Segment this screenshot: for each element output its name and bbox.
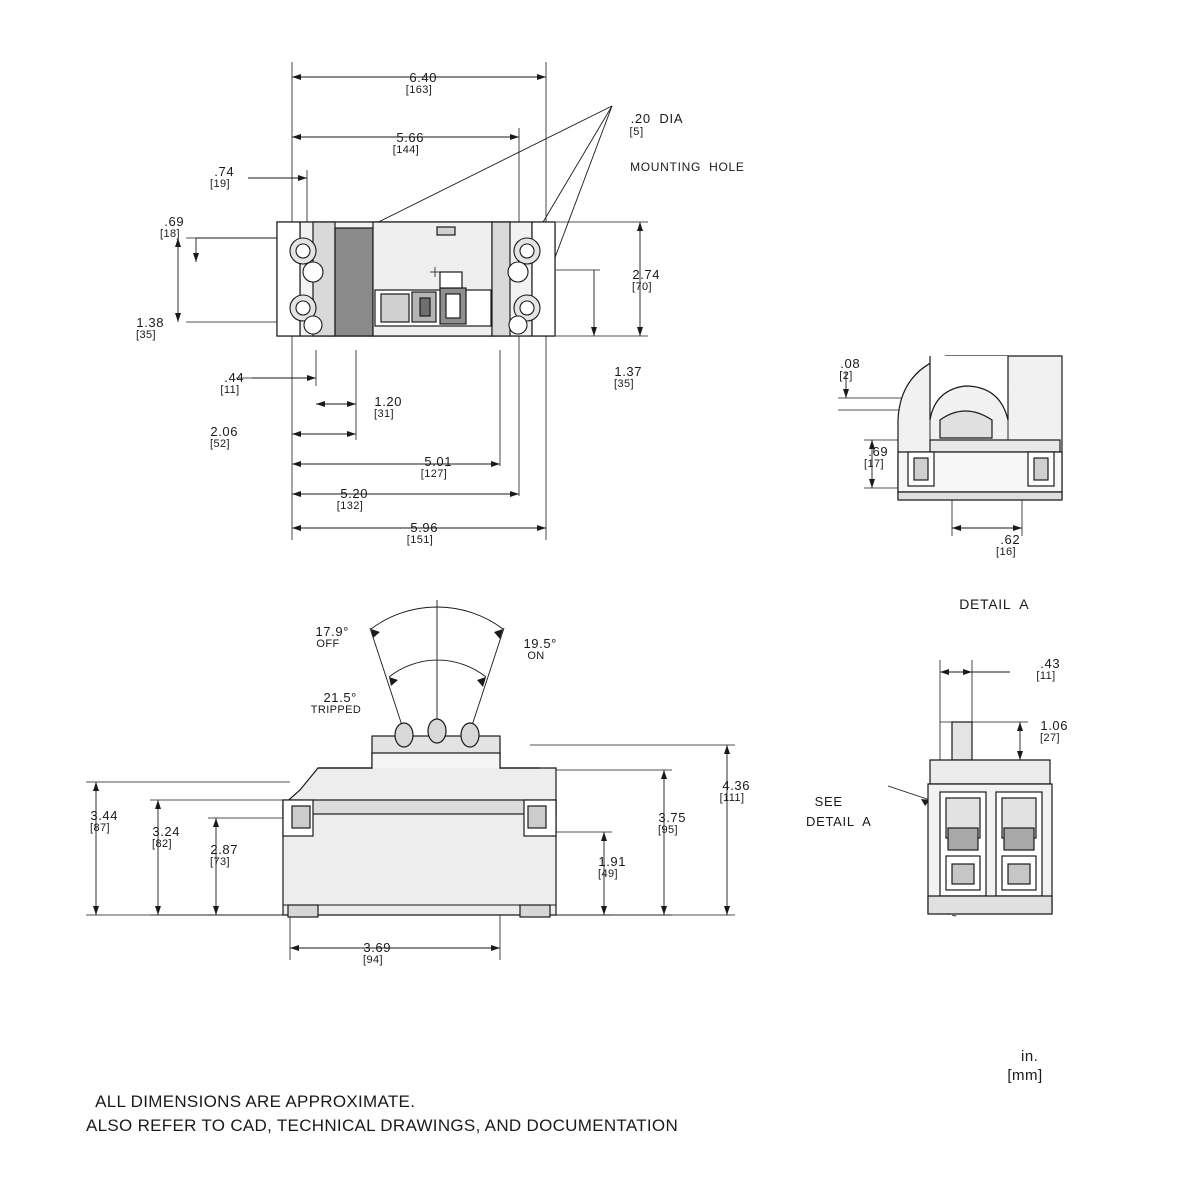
dim-handle-height: 1.06 [27]: [1040, 718, 1069, 744]
dim-overall-height-left: 3.44 [87]: [90, 808, 119, 834]
dim-height-right: 3.75 [95]: [658, 810, 687, 836]
angle-on: 19.5° ON: [523, 636, 557, 662]
dim-overall-height-outer: 4.36 [111]: [719, 778, 751, 804]
dim-handle-width: .43 [11]: [1036, 656, 1061, 682]
units-legend: in. [mm]: [1007, 1048, 1043, 1084]
dim-lug-offset: .44 [11]: [220, 370, 245, 396]
dim-height-c: 2.87 [73]: [210, 842, 239, 868]
dim-left-body-offset: 2.06 [52]: [210, 424, 239, 450]
angle-tripped: 21.5° TRIPPED: [310, 690, 362, 716]
dim-top-hole-offset: .69 [18]: [160, 214, 185, 240]
dim-pole-spacing: 1.20 [31]: [374, 394, 403, 420]
dim-left-edge-offset: .74 [19]: [210, 164, 235, 190]
see-detail-a-note: SEE DETAIL A: [806, 794, 872, 829]
dim-detail-depth: .69 [17]: [864, 444, 889, 470]
dim-right-height: 2.74 [70]: [632, 267, 661, 293]
angle-off: 17.9° OFF: [315, 624, 349, 650]
mounting-hole-dia-mm: [5]: [629, 126, 644, 138]
approximate-note: ALL DIMENSIONS ARE APPROXIMATE. ALSO REFER TO CAD, TECHNICAL DRAWINGS, AND DOCUMENTATION: [86, 1092, 679, 1135]
dim-body-width-b: 5.20 [132]: [336, 486, 369, 512]
dim-body-width-a: 5.01 [127]: [420, 454, 453, 480]
dim-body-width-c: 5.96 [151]: [406, 520, 439, 546]
mounting-hole-label: MOUNTING HOLE: [630, 160, 745, 174]
dim-detail-top-thickness: .08 [2]: [839, 356, 861, 382]
dim-base-width: 3.69 [94]: [363, 940, 392, 966]
dim-hole-spacing-width: 5.66 [144]: [392, 130, 425, 156]
dim-pivot-height: 1.91 [49]: [598, 854, 627, 880]
detail-a-caption: DETAIL A: [959, 596, 1030, 612]
dim-detail-slot-width: .62 [16]: [996, 532, 1021, 558]
dim-right-lower-offset: 1.37 [35]: [614, 364, 643, 390]
dim-overall-width: 6.40 [163]: [405, 70, 438, 96]
dim-height-b: 3.24 [82]: [152, 824, 181, 850]
mounting-hole-dia: .20 DIA: [630, 111, 684, 126]
dim-hole-vertical-spacing: 1.38 [35]: [136, 315, 165, 341]
